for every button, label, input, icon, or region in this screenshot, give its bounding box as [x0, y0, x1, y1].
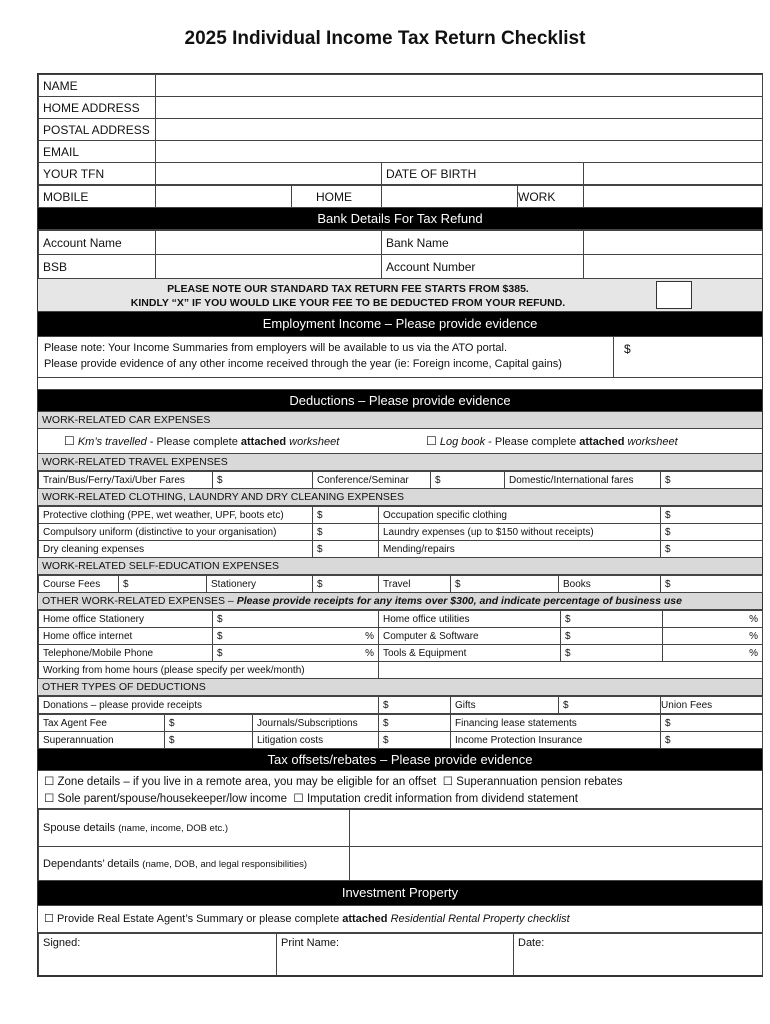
union-fees-label: Union Fees	[661, 699, 713, 711]
checkbox-icon[interactable]: ☐	[44, 913, 54, 925]
account-name-field[interactable]	[156, 231, 382, 255]
tfn-label: YOUR TFN	[39, 163, 156, 185]
litigation-label: Litigation costs	[253, 732, 379, 749]
mobile-field[interactable]	[156, 186, 292, 208]
home-phone-field[interactable]	[382, 186, 518, 208]
laundry-label: Laundry expenses (up to $150 without receipts)	[379, 524, 661, 541]
checklist-form	[37, 73, 763, 977]
travel-expenses-header: WORK-RELATED TRAVEL EXPENSES	[38, 454, 762, 471]
signed-label: Signed:	[43, 937, 81, 949]
checkbox-icon[interactable]: ☐	[442, 776, 454, 788]
fee-note	[38, 279, 762, 312]
email-field[interactable]	[156, 141, 763, 163]
page-title: 2025 Individual Income Tax Return Checklist	[184, 28, 586, 49]
account-number-field[interactable]	[584, 255, 763, 279]
other-expenses-title: OTHER WORK-RELATED EXPENSES –	[42, 595, 237, 607]
bsb-label: BSB	[39, 255, 156, 279]
checkbox-icon[interactable]: ☐	[44, 793, 55, 805]
other-expenses-table	[38, 610, 763, 679]
clothing-expenses-header: WORK-RELATED CLOTHING, LAUNDRY AND DRY CLEANING EXPENSES	[38, 489, 762, 506]
date-label: Date:	[518, 937, 545, 949]
course-fees-amount[interactable]: $	[119, 576, 207, 593]
checkbox-icon[interactable]: ☐	[44, 776, 55, 788]
spouse-details-label: Spouse details (name, income, DOB etc.)	[39, 810, 350, 847]
mobile-label: MOBILE	[39, 186, 156, 208]
dry-cleaning-label: Dry cleaning expenses	[39, 541, 313, 558]
dob-label: DATE OF BIRTH	[382, 163, 584, 185]
agent-fee-amount[interactable]: $	[165, 715, 253, 732]
checkbox-icon[interactable]: ☐	[293, 793, 304, 805]
dob-field[interactable]	[584, 163, 763, 185]
dom-int-fares-label: Domestic/International fares	[505, 472, 661, 489]
home-address-label: HOME ADDRESS	[39, 97, 156, 119]
fee-note-line2: KINDLY “X” IF YOU WOULD LIKE YOUR FEE TO BE DEDUCTED FROM YOUR REFUND.	[130, 297, 566, 309]
signature-table	[38, 933, 763, 977]
agent-fee-label: Tax Agent Fee	[39, 715, 165, 732]
home-office-utilities-amount[interactable]: $	[561, 611, 663, 628]
family-table	[38, 809, 763, 881]
fares-amount[interactable]: $	[213, 472, 313, 489]
home-office-internet-label: Home office internet	[39, 628, 213, 645]
course-fees-label: Course Fees	[39, 576, 119, 593]
self-education-header: WORK-RELATED SELF-EDUCATION EXPENSES	[38, 558, 762, 575]
protective-clothing-label: Protective clothing (PPE, wet weather, UPF, boots etc)	[39, 507, 313, 524]
litigation-amount[interactable]: $	[379, 732, 451, 749]
personal-details-table	[38, 74, 763, 185]
employment-note-line2: Please provide evidence of any other income received through the year (ie: Foreign income, Capital gains)	[44, 358, 562, 370]
account-name-label: Account Name	[39, 231, 156, 255]
work-phone-field[interactable]	[584, 186, 763, 208]
super-pension-option: Superannuation pension rebates	[456, 776, 623, 788]
laundry-amount[interactable]: $	[661, 524, 763, 541]
spouse-details-field[interactable]	[350, 810, 763, 847]
work-phone-label: WORK	[518, 186, 584, 208]
home-phone-label: HOME	[292, 186, 382, 208]
self-education-table	[38, 575, 763, 593]
imputation-option: Imputation credit information from dividend statement	[306, 793, 578, 805]
occupation-clothing-label: Occupation specific clothing	[379, 507, 661, 524]
phone-table	[38, 185, 763, 208]
financing-label: Financing lease statements	[451, 715, 661, 732]
travel-table	[38, 471, 763, 489]
mending-label: Mending/repairs	[379, 541, 661, 558]
fares-label: Train/Bus/Ferry/Taxi/Uber Fares	[39, 472, 213, 489]
deductions-header: Deductions – Please provide evidence	[38, 390, 762, 412]
journals-amount[interactable]: $	[379, 715, 451, 732]
sole-parent-option: Sole parent/spouse/housekeeper/low income	[57, 793, 288, 805]
car-expenses-options	[38, 429, 762, 454]
stationery-label: Stationery	[207, 576, 313, 593]
fee-note-line1: PLEASE NOTE OUR STANDARD TAX RETURN FEE STARTS FROM $385.	[167, 283, 529, 295]
email-label: EMAIL	[39, 141, 156, 163]
home-office-utilities-percent[interactable]: %	[663, 611, 763, 628]
computer-software-amount[interactable]: $	[561, 628, 663, 645]
stationery-amount[interactable]: $	[313, 576, 379, 593]
union-fees-cell[interactable]	[661, 697, 763, 714]
super-amount[interactable]: $	[165, 732, 253, 749]
bank-name-label: Bank Name	[382, 231, 584, 255]
zone-option: Zone details – if you live in a remote area, you may be eligible for an offset	[57, 776, 437, 788]
clothing-table	[38, 506, 763, 558]
print-name-label: Print Name:	[281, 937, 340, 949]
home-office-internet-amount[interactable]: $ %	[213, 628, 379, 645]
mending-amount[interactable]: $	[661, 541, 763, 558]
travel-label: Travel	[379, 576, 451, 593]
home-address-field[interactable]	[156, 97, 763, 119]
bank-name-field[interactable]	[584, 231, 763, 255]
journals-label: Journals/Subscriptions	[253, 715, 379, 732]
books-label: Books	[559, 576, 661, 593]
super-label: Superannuation	[39, 732, 165, 749]
protective-clothing-amount[interactable]: $	[313, 507, 379, 524]
other-deductions-header: OTHER TYPES OF DEDUCTIONS	[38, 679, 762, 696]
tools-equipment-percent[interactable]: %	[663, 645, 763, 662]
gifts-amount[interactable]: $	[559, 697, 661, 714]
home-office-stationery-label: Home office Stationery	[39, 611, 213, 628]
postal-address-label: POSTAL ADDRESS	[39, 119, 156, 141]
section-spacer	[38, 378, 762, 390]
conference-amount[interactable]: $	[431, 472, 505, 489]
ip-insurance-amount[interactable]: $	[661, 732, 763, 749]
gifts-label: Gifts	[451, 697, 559, 714]
employment-note-line1: Please note: Your Income Summaries from employers will be available to us via the ATO portal.	[44, 342, 508, 354]
other-expenses-header	[38, 593, 762, 610]
investment-option: ☐ Provide Real Estate Agent’s Summary or please complete attached Residential Rental Property checklist	[38, 906, 762, 933]
employment-note	[38, 337, 762, 378]
offsets-header: Tax offsets/rebates – Please provide evidence	[38, 749, 762, 771]
donations-amount[interactable]: $	[379, 697, 451, 714]
conference-label: Conference/Seminar	[313, 472, 431, 489]
computer-software-label: Computer & Software	[379, 628, 561, 645]
uniform-label: Compulsory uniform (distinctive to your organisation)	[39, 524, 313, 541]
account-number-label: Account Number	[382, 255, 584, 279]
telephone-label: Telephone/Mobile Phone	[39, 645, 213, 662]
tfn-field[interactable]	[156, 163, 382, 185]
name-field[interactable]	[156, 75, 763, 97]
name-label: NAME	[39, 75, 156, 97]
home-office-utilities-label: Home office utilities	[379, 611, 561, 628]
donations-label: Donations – please provide receipts	[39, 697, 379, 714]
date-field[interactable]	[514, 934, 763, 977]
tools-equipment-label: Tools & Equipment	[379, 645, 561, 662]
fee-deduct-checkbox[interactable]	[656, 281, 692, 309]
travel-amount[interactable]: $	[451, 576, 559, 593]
print-name-field[interactable]	[277, 934, 514, 977]
offsets-options	[38, 771, 762, 809]
ip-insurance-label: Income Protection Insurance	[451, 732, 661, 749]
wfh-hours-field[interactable]	[379, 662, 763, 679]
employment-amount-field[interactable]	[613, 337, 764, 377]
bank-table	[38, 230, 763, 279]
log-book-option[interactable]: ☐ Log book - Please complete attached worksheet	[426, 434, 678, 448]
wfh-hours-label: Working from home hours (please specify per week/month)	[39, 662, 379, 679]
investment-header: Investment Property	[38, 881, 762, 906]
other-deductions-table-2	[38, 714, 763, 749]
postal-address-field[interactable]	[156, 119, 763, 141]
computer-software-percent[interactable]: %	[663, 628, 763, 645]
signed-field[interactable]	[39, 934, 277, 977]
uniform-amount[interactable]: $	[313, 524, 379, 541]
dependants-details-field[interactable]	[350, 847, 763, 881]
financing-amount[interactable]: $	[661, 715, 763, 732]
dollar-sign: $	[624, 342, 631, 356]
checkbox-icon[interactable]: ☐	[64, 434, 75, 448]
other-expenses-instruction: Please provide receipts for any items over $300, and indicate percentage of business use	[236, 595, 682, 607]
other-deductions-table	[38, 696, 763, 714]
dom-int-fares-amount[interactable]: $	[661, 472, 763, 489]
employment-header: Employment Income – Please provide evidence	[38, 312, 762, 337]
checkbox-icon[interactable]: ☐	[426, 434, 437, 448]
books-amount[interactable]: $	[661, 576, 763, 593]
dependants-details-label: Dependants’ details (name, DOB, and legal responsibilities)	[39, 847, 350, 881]
car-expenses-header: WORK-RELATED CAR EXPENSES	[38, 412, 762, 429]
dry-cleaning-amount[interactable]: $	[313, 541, 379, 558]
telephone-amount[interactable]: $ %	[213, 645, 379, 662]
occupation-clothing-amount[interactable]: $	[661, 507, 763, 524]
tools-equipment-amount[interactable]: $	[561, 645, 663, 662]
bank-details-header: Bank Details For Tax Refund	[38, 208, 762, 230]
km-travelled-option[interactable]: ☐ Km’s travelled - Please complete attached worksheet	[64, 434, 340, 448]
home-office-stationery-amount[interactable]: $	[213, 611, 379, 628]
bsb-field[interactable]	[156, 255, 382, 279]
